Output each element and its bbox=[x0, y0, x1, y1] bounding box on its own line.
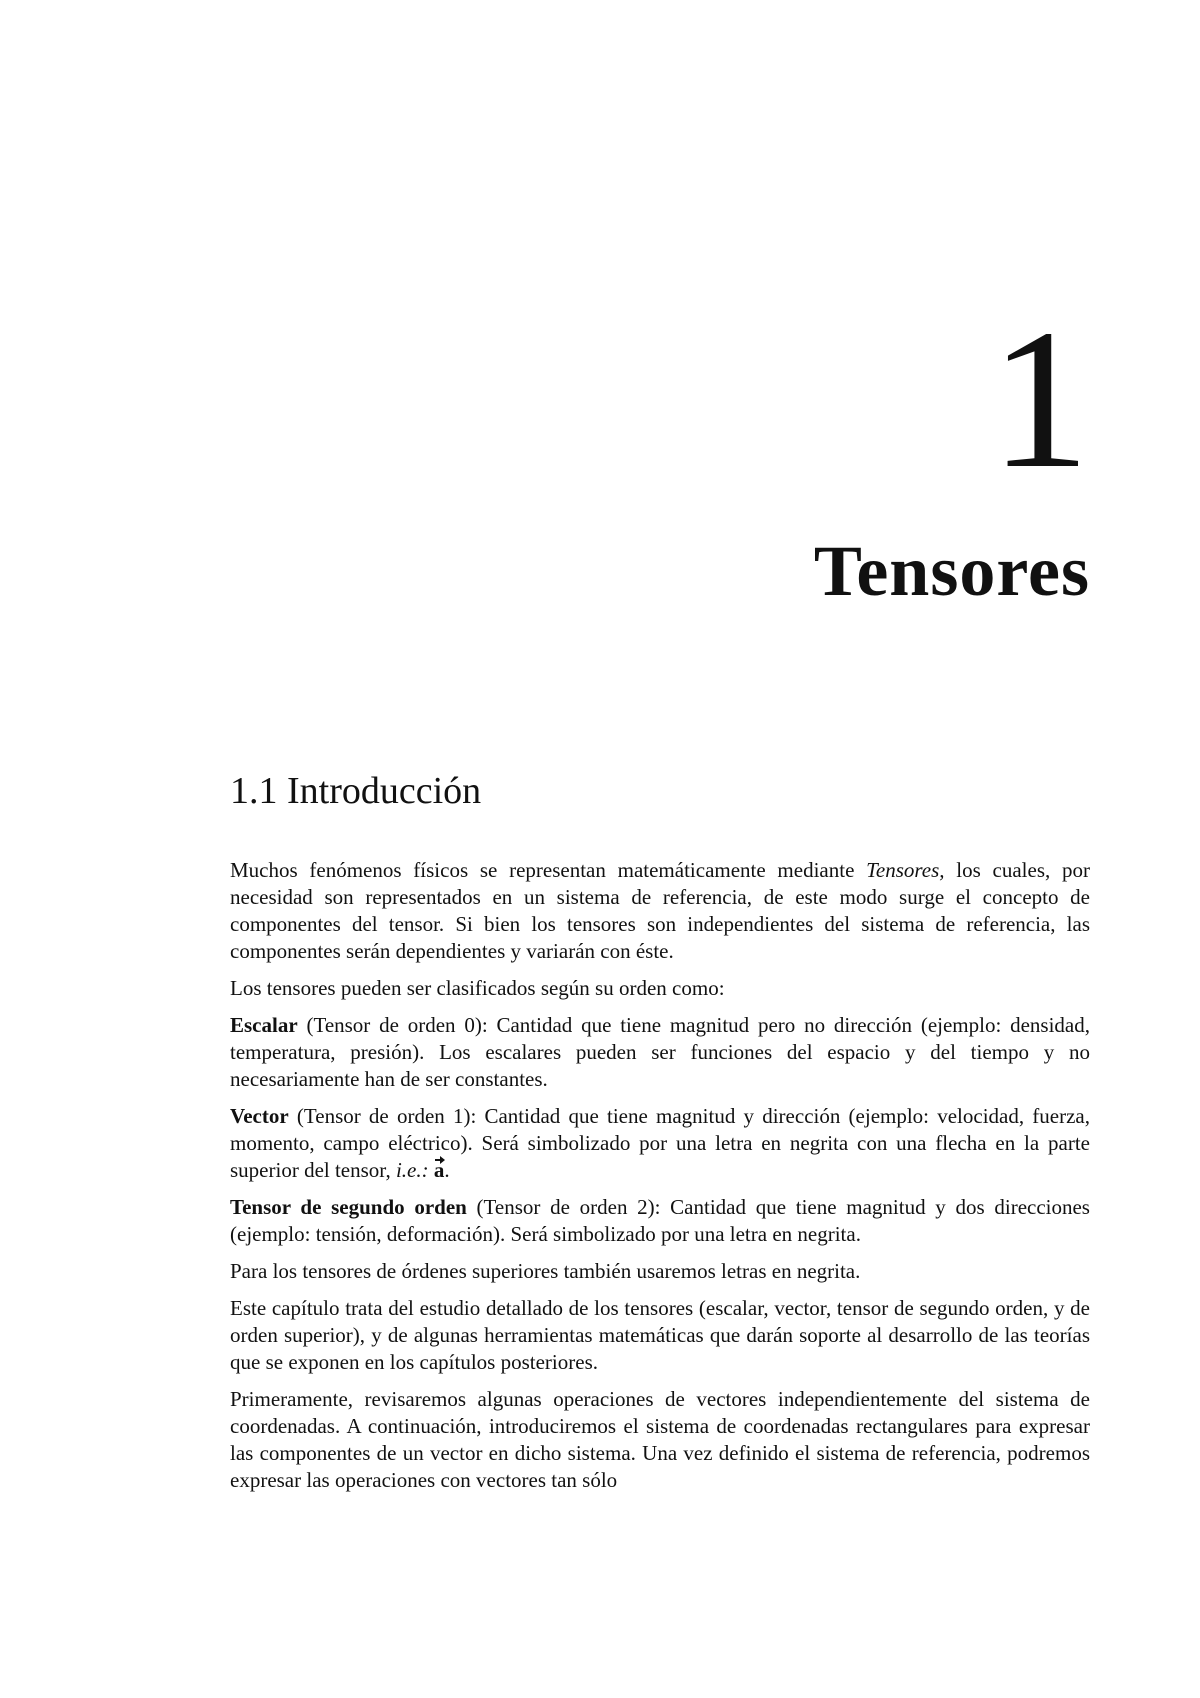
second-order-definition: (Tensor de orden 2): Cantidad que tiene magnitud y dos direcciones (ejemplo: tensión, deformación). Será simbolizado por una letra en negrita. bbox=[230, 1195, 1090, 1246]
vector-symbol: a bbox=[433, 1158, 445, 1182]
chapter-number: 1 bbox=[990, 289, 1090, 510]
section-heading: 1.1 Introducción bbox=[230, 770, 482, 812]
paragraph-intro-rest: los cuales, por necesidad son representados en un sistema de referencia, de este modo surge el concepto de componentes del tensor. Si bien los tensores son independientes del sistema de referencia, las componentes serán dependientes y variarán con éste. bbox=[230, 858, 1090, 963]
paragraph-vector bbox=[230, 1103, 1090, 1184]
paragraph-higher-order: Para los tensores de órdenes superiores también usaremos letras en negrita. bbox=[230, 1259, 861, 1283]
chapter-title: Tensores bbox=[813, 531, 1090, 611]
ie-abbreviation: i.e.: bbox=[395, 1158, 429, 1182]
term-vector: Vector bbox=[230, 1104, 289, 1128]
vector-definition-end: . bbox=[444, 1158, 450, 1182]
scalar-definition: (Tensor de orden 0): Cantidad que tiene magnitud pero no dirección (ejemplo: densidad, temperatura, presión). Los escalares pueden ser funciones del espacio y del tiempo y no necesariamente han de ser constantes. bbox=[230, 1013, 1090, 1091]
paragraph-intro-start: Muchos fenómenos físicos se representan matemáticamente mediante bbox=[230, 858, 867, 882]
paragraph-classification: Los tensores pueden ser clasificados según su orden como: bbox=[230, 976, 725, 1000]
paragraph-outline: Primeramente, revisaremos algunas operaciones de vectores independientemente del sistema de coordenadas. A continuación, introduciremos el sistema de coordenadas rectangulares para expresar las componentes de un vector en dicho sistema. Una vez definido el sistema de referencia, podremos expresar las operaciones con vectores tan sólo bbox=[230, 1387, 1090, 1492]
tensores-emphasis: Tensores, bbox=[866, 858, 945, 882]
paragraph-chapter-scope: Este capítulo trata del estudio detallado de los tensores (escalar, vector, tensor de segundo orden, y de orden superior), y de algunas herramientas matemáticas que darán soporte al desarrollo de las teorías que se exponen en los capítulos posteriores. bbox=[230, 1296, 1090, 1374]
paragraph-intro bbox=[230, 857, 1090, 965]
term-scalar: Escalar bbox=[230, 1013, 298, 1037]
body-text bbox=[230, 857, 1090, 1504]
paragraph-second-order bbox=[230, 1194, 1090, 1248]
term-second-order: Tensor de segundo orden bbox=[230, 1195, 467, 1219]
paragraph-scalar bbox=[230, 1012, 1090, 1093]
vector-definition: (Tensor de orden 1): Cantidad que tiene magnitud y dirección (ejemplo: velocidad, fuerza, momento, campo eléctrico). Será simbolizado por una letra en negrita con una flecha en la parte superior del tensor, bbox=[230, 1104, 1090, 1182]
